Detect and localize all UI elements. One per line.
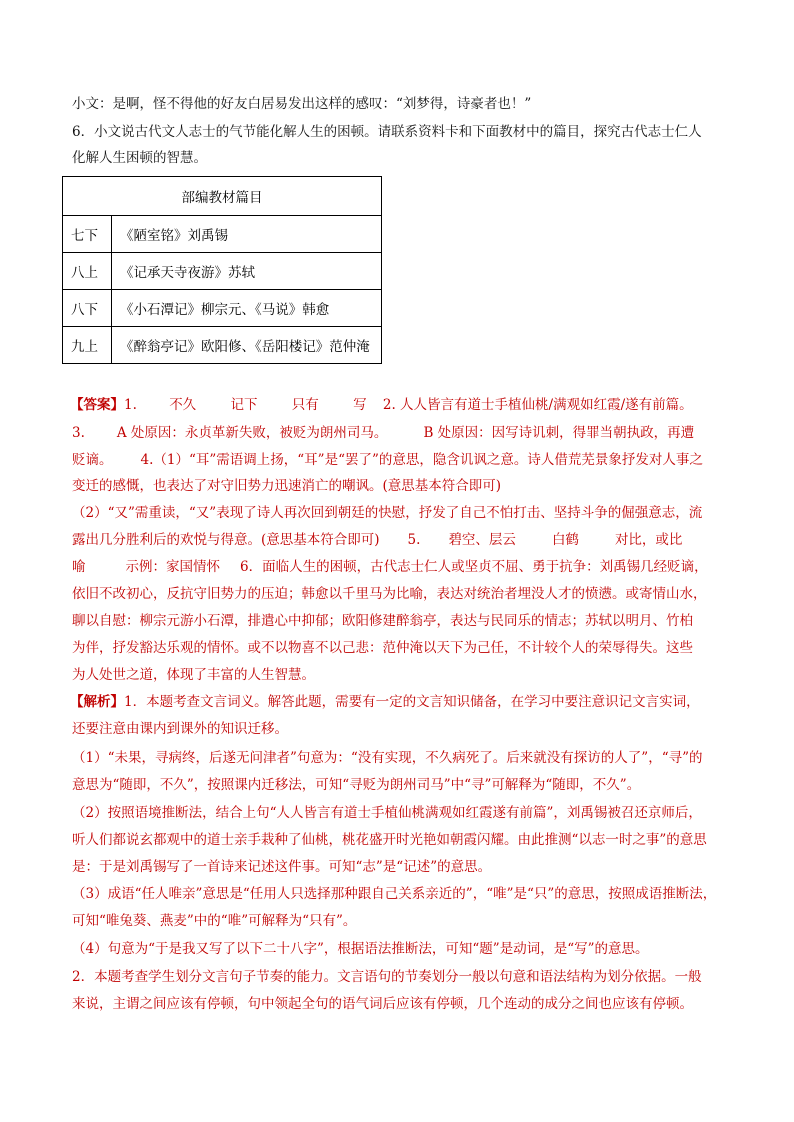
analysis-line-6: 听人们都说玄都观中的道士亲手栽种了仙桃，桃花盛开时光艳如朝霞闪耀。由此推测“以志一时之事”的意思: [72, 832, 707, 848]
analysis-line-2: 还要注意由课内到课外的知识迁移。: [72, 721, 288, 737]
answer-5c: 对比，或比: [614, 532, 683, 548]
answer-line-10: 为伴，抒发豁达乐观的情怀。或不以物喜不以己悲：范仲淹以天下为己任，不计较个人的荣辱得失。这些: [72, 640, 693, 656]
answer-line-9: 聊以自慰：柳宗元游小石潭，排遣心中抑郁；欧阳修建醉翁亭，表达与民同乐的情志；苏轼以明月、竹柏: [72, 613, 693, 629]
answer-3b: B 处原因：因写诗讥刺，得罪当朝执政，再遭: [423, 425, 695, 441]
works-cell: 《记承天寺夜游》苏轼: [112, 253, 382, 290]
table-row: [63, 327, 382, 364]
table-header: 部编教材篇目: [63, 177, 382, 216]
analysis-line-7: 是：于是刘禹锡写了一首诗来记述这件事。可知“志”是“记述”的意思。: [72, 859, 492, 875]
answer-word-4: 写: [353, 397, 367, 413]
grade-cell: 八下: [63, 290, 112, 327]
analysis-line-3: （1）“未果，寻病终，后遂无问津者”句意为：“没有实现，不久病死了。后来就没有探访的人了”，“寻”的: [72, 750, 703, 766]
works-cell: 《小石潭记》柳宗元、《马说》韩愈: [112, 290, 382, 327]
answer-5b: 白鹤: [551, 532, 579, 548]
analysis-line-4: 意思为“随即，不久”，按照课内迁移法，可知“寻贬为朗州司马”中“寻”可解释为“随即，不久”。: [72, 777, 641, 793]
grade-cell: 九上: [63, 327, 112, 364]
answer-line-11: 为人处世之道，体现了丰富的人生智慧。: [72, 667, 315, 683]
analysis-line-1: [70, 692, 700, 712]
analysis-1: 1．本题考查文言词义。解答此题，需要有一定的文言知识储备，在学习中要注意识记文言实词，: [124, 694, 700, 710]
analysis-line-8: （3）成语“任人唯亲”意思是“任用人只选择那种跟自己关系亲近的”，“唯”是“只”的意思，按照成语推断法，: [72, 886, 717, 902]
works-cell: 《醉翁亭记》欧阳修、《岳阳楼记》范仲淹: [112, 327, 382, 364]
answer-word-2: 记下: [230, 397, 258, 413]
answer-5d: 喻: [72, 559, 86, 575]
grade-cell: 七下: [63, 216, 112, 253]
analysis-line-11: 2．本题考查学生划分文言句子节奏的能力。文言语句的节奏划分一般以句意和语法结构为划分依据。一般: [72, 969, 702, 985]
works-cell: 《陋室铭》刘禹锡: [112, 216, 382, 253]
dialogue-line: 小文：是啊，怪不得他的好友白居易发出这样的感叹：“刘梦得，诗豪者也！”: [72, 96, 532, 112]
answer-4-1: 4.（1）“耳”需语调上扬，“耳”是“罢了”的意思，隐含讥讽之意。诗人借荒芜景象抒发对人事之: [140, 452, 703, 468]
answer-line-6: [72, 530, 682, 550]
answer-line-1: [70, 395, 693, 415]
answer-line-7: [72, 557, 708, 577]
answer-tag: 【答案】: [70, 397, 124, 413]
analysis-line-10: （4）句意为“于是我又写了以下二十八字”，根据语法推断法，可知“题”是动词，是“写”的意思。: [72, 941, 649, 957]
table-row: [63, 290, 382, 327]
answer-line-3: [72, 450, 703, 470]
answer-word-3: 只有: [291, 397, 319, 413]
table-header-row: [63, 177, 382, 216]
answer-line-5: （2）“又”需重读，“又”表现了诗人再次回到朝廷的快慰，抒发了自己不怕打击、坚持斗争的倔强意志，流: [72, 505, 703, 521]
table-row: [63, 253, 382, 290]
answer-3c: 贬谪。: [72, 452, 113, 468]
answer-6: 6．面临人生的困顿，古代志士仁人或坚贞不屈、勇于抗争：刘禹锡几经贬谪，: [240, 559, 708, 575]
analysis-line-5: （2）按照语境推断法，结合上句“人人皆言有道士手植仙桃满观如红霞遂有前篇”，刘禹锡被召还京师后，: [72, 805, 702, 821]
question-6-line-1: 6．小文说古代文人志士的气节能化解人生的困顿。请联系资料卡和下面教材中的篇目，探究古代志士仁人: [72, 124, 702, 140]
answer-5a: 碧空、层云: [448, 532, 516, 548]
answer-num-1: 1.: [124, 397, 137, 413]
answer-line-4: 变迁的感慨，也表达了对守旧势力迅速消亡的嘲讽。(意思基本符合即可): [72, 478, 502, 494]
analysis-tag: 【解析】: [70, 694, 124, 710]
answer-2: 2. 人人皆言有道士手植仙桃/满观如红霞/遂有前篇。: [382, 397, 693, 413]
question-6-line-2: 化解人生困顿的智慧。: [72, 150, 207, 166]
table-row: [63, 216, 382, 253]
answer-word-1: 不久: [169, 397, 197, 413]
analysis-line-12: 来说，主谓之间应该有停顿，句中领起全句的语气词后应该有停顿，几个连动的成分之间也应该有停顿。: [72, 996, 693, 1012]
answer-line-2: [72, 423, 694, 443]
answer-num-5: 5.: [407, 532, 421, 548]
answer-num-3: 3.: [72, 425, 85, 441]
answer-3a: A 处原因：永贞革新失败，被贬为朗州司马。: [116, 425, 388, 441]
answer-4-2-end: 露出几分胜利后的欢悦与得意。(意思基本符合即可): [72, 532, 380, 548]
answer-5-example: 示例：家国情怀: [125, 559, 220, 575]
textbook-table: [62, 176, 382, 364]
answer-line-8: 依旧不改初心，反抗守旧势力的压迫；韩愈以千里马为比喻，表达对统治者埋没人才的愤懑。或寄情山水，: [72, 586, 707, 602]
grade-cell: 八上: [63, 253, 112, 290]
analysis-line-9: 可知“唯兔葵、燕麦”中的“唯”可解释为“只有”。: [72, 913, 357, 929]
